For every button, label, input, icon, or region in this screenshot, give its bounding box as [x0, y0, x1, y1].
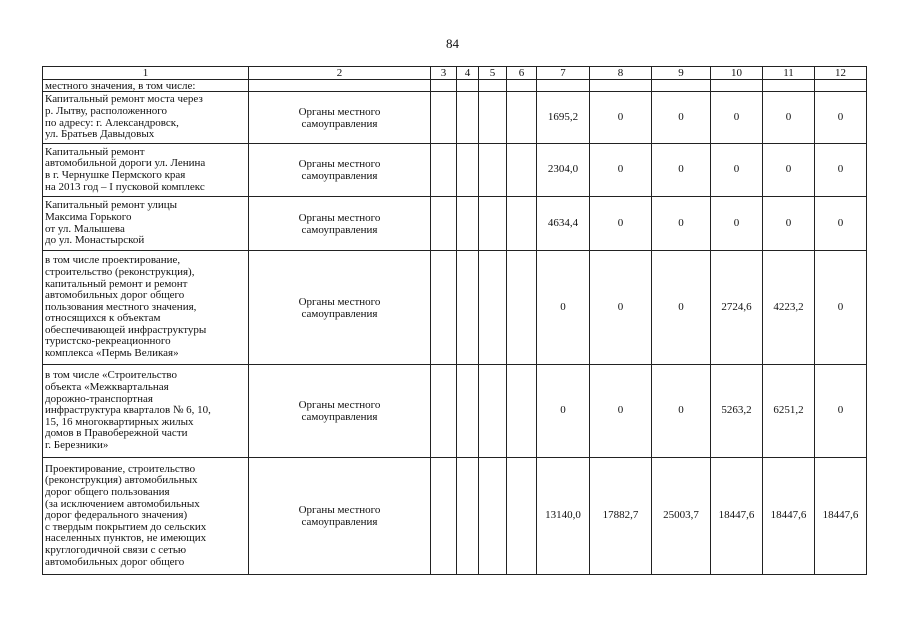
table-row	[43, 365, 867, 458]
cell-c8: 0	[590, 144, 652, 197]
cell-c6	[507, 197, 537, 251]
cell-c6	[507, 251, 537, 365]
cell-c3	[431, 92, 457, 144]
col-header: 10	[711, 67, 763, 80]
row-name: в том числе проектирование, строительство (реконструкция), капитальный ремонт и ремонт автомобильных дорог общего пользования местного значения, относящихся к объектам обеспечивающей инфраструктуры туристско-рекреационного комплекса «Пермь Великая»	[43, 251, 249, 365]
cell-c10: 0	[711, 144, 763, 197]
col-header: 2	[249, 67, 431, 80]
cell-c11: 0	[763, 144, 815, 197]
cell-c12: 0	[815, 197, 867, 251]
cell-c11: 0	[763, 197, 815, 251]
cell-c3	[431, 144, 457, 197]
col-header: 1	[43, 67, 249, 80]
cell-c10: 5263,2	[711, 365, 763, 458]
cell-c8: 0	[590, 365, 652, 458]
cell-c8: 0	[590, 251, 652, 365]
row-executor: Органы местного самоуправления	[249, 197, 431, 251]
col-header: 3	[431, 67, 457, 80]
cell-c4	[457, 365, 479, 458]
col-header: 11	[763, 67, 815, 80]
table-row	[43, 251, 867, 365]
cell-c5	[479, 251, 507, 365]
cell-c11: 4223,2	[763, 251, 815, 365]
row-executor: Органы местного самоуправления	[249, 458, 431, 575]
row-executor: Органы местного самоуправления	[249, 251, 431, 365]
cell-c12: 0	[815, 92, 867, 144]
col-header: 7	[537, 67, 590, 80]
continuation-text: местного значения, в том числе:	[43, 80, 249, 92]
cell-c9: 0	[652, 92, 711, 144]
budget-table	[42, 66, 867, 575]
cell-c12: 0	[815, 144, 867, 197]
cell-c9: 0	[652, 197, 711, 251]
cell-c9: 0	[652, 144, 711, 197]
cell-c11: 0	[763, 92, 815, 144]
cell-c8: 17882,7	[590, 458, 652, 575]
cell-c3	[431, 197, 457, 251]
row-executor: Органы местного самоуправления	[249, 144, 431, 197]
cell-c12: 18447,6	[815, 458, 867, 575]
col-header: 4	[457, 67, 479, 80]
row-name: в том числе «Строительство объекта «Межквартальная дорожно-транспортная инфраструктура кварталов № 6, 10, 15, 16 многоквартирных жилых домов в Правобережной части г. Березники»	[43, 365, 249, 458]
cell-c5	[479, 458, 507, 575]
cell-c4	[457, 458, 479, 575]
cell-c6	[507, 365, 537, 458]
continuation-row	[43, 80, 867, 92]
col-header: 12	[815, 67, 867, 80]
table-header-row	[43, 67, 867, 80]
cell-c10: 0	[711, 197, 763, 251]
cell-c9: 25003,7	[652, 458, 711, 575]
cell-c10: 2724,6	[711, 251, 763, 365]
cell-c6	[507, 92, 537, 144]
cell-c5	[479, 365, 507, 458]
cell-c7: 0	[537, 251, 590, 365]
cell-c3	[431, 458, 457, 575]
row-name: Капитальный ремонт улицы Максима Горького от ул. Малышева до ул. Монастырской	[43, 197, 249, 251]
table-row	[43, 92, 867, 144]
cell-c4	[457, 197, 479, 251]
cell-c7: 2304,0	[537, 144, 590, 197]
col-header: 9	[652, 67, 711, 80]
cell-c6	[507, 144, 537, 197]
col-header: 6	[507, 67, 537, 80]
cell-c4	[457, 92, 479, 144]
cell-c12: 0	[815, 365, 867, 458]
cell-c7: 0	[537, 365, 590, 458]
col-header: 8	[590, 67, 652, 80]
cell-c3	[431, 251, 457, 365]
cell-c10: 18447,6	[711, 458, 763, 575]
cell-c10: 0	[711, 92, 763, 144]
cell-c11: 18447,6	[763, 458, 815, 575]
cell-c5	[479, 92, 507, 144]
page-number: 84	[446, 36, 459, 51]
cell-c12: 0	[815, 251, 867, 365]
cell-c7: 13140,0	[537, 458, 590, 575]
row-executor: Органы местного самоуправления	[249, 92, 431, 144]
row-name: Капитальный ремонт моста через р. Лытву, расположенного по адресу: г. Александровск, ул. Братьев Давыдовых	[43, 92, 249, 144]
table-row	[43, 458, 867, 575]
cell-c7: 4634,4	[537, 197, 590, 251]
cell-c5	[479, 197, 507, 251]
cell-c4	[457, 251, 479, 365]
row-executor: Органы местного самоуправления	[249, 365, 431, 458]
cell-c6	[507, 458, 537, 575]
cell-c8: 0	[590, 197, 652, 251]
row-name: Капитальный ремонт автомобильной дороги ул. Ленина в г. Чернушке Пермского края на 2013 год – I пусковой комплекс	[43, 144, 249, 197]
cell-c5	[479, 144, 507, 197]
cell-c9: 0	[652, 251, 711, 365]
cell-c3	[431, 365, 457, 458]
cell-c11: 6251,2	[763, 365, 815, 458]
table-row	[43, 144, 867, 197]
table-row	[43, 197, 867, 251]
col-header: 5	[479, 67, 507, 80]
cell-c7: 1695,2	[537, 92, 590, 144]
cell-c8: 0	[590, 92, 652, 144]
cell-c9: 0	[652, 365, 711, 458]
cell-c4	[457, 144, 479, 197]
row-name: Проектирование, строительство (реконструкция) автомобильных дорог общего пользования (за исключением автомобильных дорог федерального значения) с твердым покрытием до сельских населенных пунктов, не имеющих круглогодичной связи с сетью автомобильных дорог общего	[43, 458, 249, 575]
